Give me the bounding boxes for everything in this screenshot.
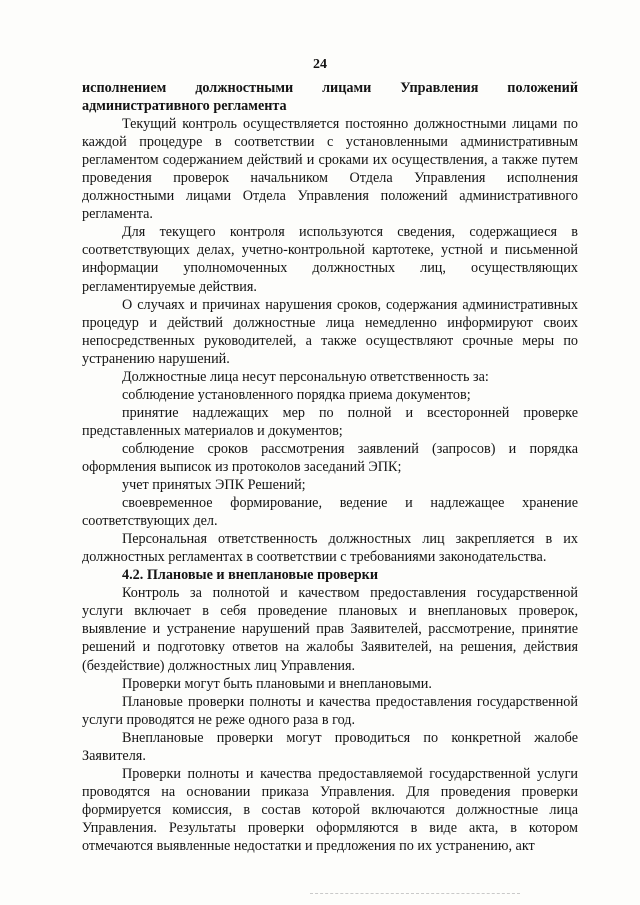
- paragraph-continuation: исполнением должностными лицами Управления положений: [82, 80, 578, 96]
- paragraph-continuation-end: административного регламента: [82, 98, 287, 115]
- responsibility-item: учет принятых ЭПК Решений;: [122, 477, 306, 494]
- paragraph-information-sources: Для текущего контроля используются сведения, содержащиеся в соответствующих делах, учетно-контрольной картотеке, устной и письменной информации уполномоченных должностных лиц, осуществляющих регламентируемые действия.: [82, 224, 578, 295]
- scan-artifact: [310, 893, 520, 896]
- paragraph-unplanned-checks: Внеплановые проверки могут проводиться по конкретной жалобе Заявителя.: [82, 729, 578, 764]
- document-body: [82, 79, 578, 855]
- paragraph-quality-control: Контроль за полнотой и качеством предоставления государственной услуги включает в себя проведение плановых и внеплановых проверок, выявление и устранение нарушений прав Заявителей, рассмотрение, принятие решений и подготовку ответов на жалобы Заявителей, на решения, действия (бездействие) должностных лиц Управления.: [82, 585, 578, 674]
- responsibility-item: соблюдение установленного порядка приема документов;: [122, 386, 471, 403]
- paragraph-current-control: Текущий контроль осуществляется постоянно должностными лицами по каждой процедуре в соответствии с установленными административным регламентом содержанием действий и сроками их осуществления, а также путем проведения проверок начальником Отдела Управления исполнения должностными лицами Отдела Управления положений административного регламента.: [82, 116, 578, 223]
- responsibility-item: своевременное формирование, ведение и надлежащее хранение соответствующих дел.: [82, 495, 578, 530]
- paragraph-responsibility-intro: Должностные лица несут персональную ответственность за:: [122, 368, 489, 385]
- paragraph-personal-responsibility: Персональная ответственность должностных лиц закрепляется в их должностных регламентах в соответствии с требованиями законодательства.: [82, 531, 578, 566]
- section-heading: 4.2. Плановые и внеплановые проверки: [122, 567, 378, 584]
- responsibility-item: соблюдение сроков рассмотрения заявлений (запросов) и порядка оформления выписок из протоколов заседаний ЭПК;: [82, 440, 578, 475]
- paragraph-check-procedure: Проверки полноты и качества предоставляемой государственной услуги проводятся на основании приказа Управления. Для проведения проверки формируется комиссия, в состав которой включаются должностные лица Управления. Результаты проверки оформляются в виде акта, в котором отмечаются выявленные недостатки и предложения по их устранению, акт: [82, 765, 578, 854]
- page-number: 24: [313, 57, 327, 72]
- responsibility-item: принятие надлежащих мер по полной и всесторонней проверке представленных материалов и документов;: [82, 404, 578, 439]
- paragraph-violations: О случаях и причинах нарушения сроков, содержания административных процедур и действий должностные лица немедленно информируют своих непосредственных руководителей, а также осуществляют срочные меры по устранению нарушений.: [82, 296, 578, 367]
- paragraph-planned-checks: Плановые проверки полноты и качества предоставления государственной услуги проводятся не реже одного раза в год.: [82, 693, 578, 728]
- paragraph-check-types: Проверки могут быть плановыми и внеплановыми.: [122, 675, 432, 692]
